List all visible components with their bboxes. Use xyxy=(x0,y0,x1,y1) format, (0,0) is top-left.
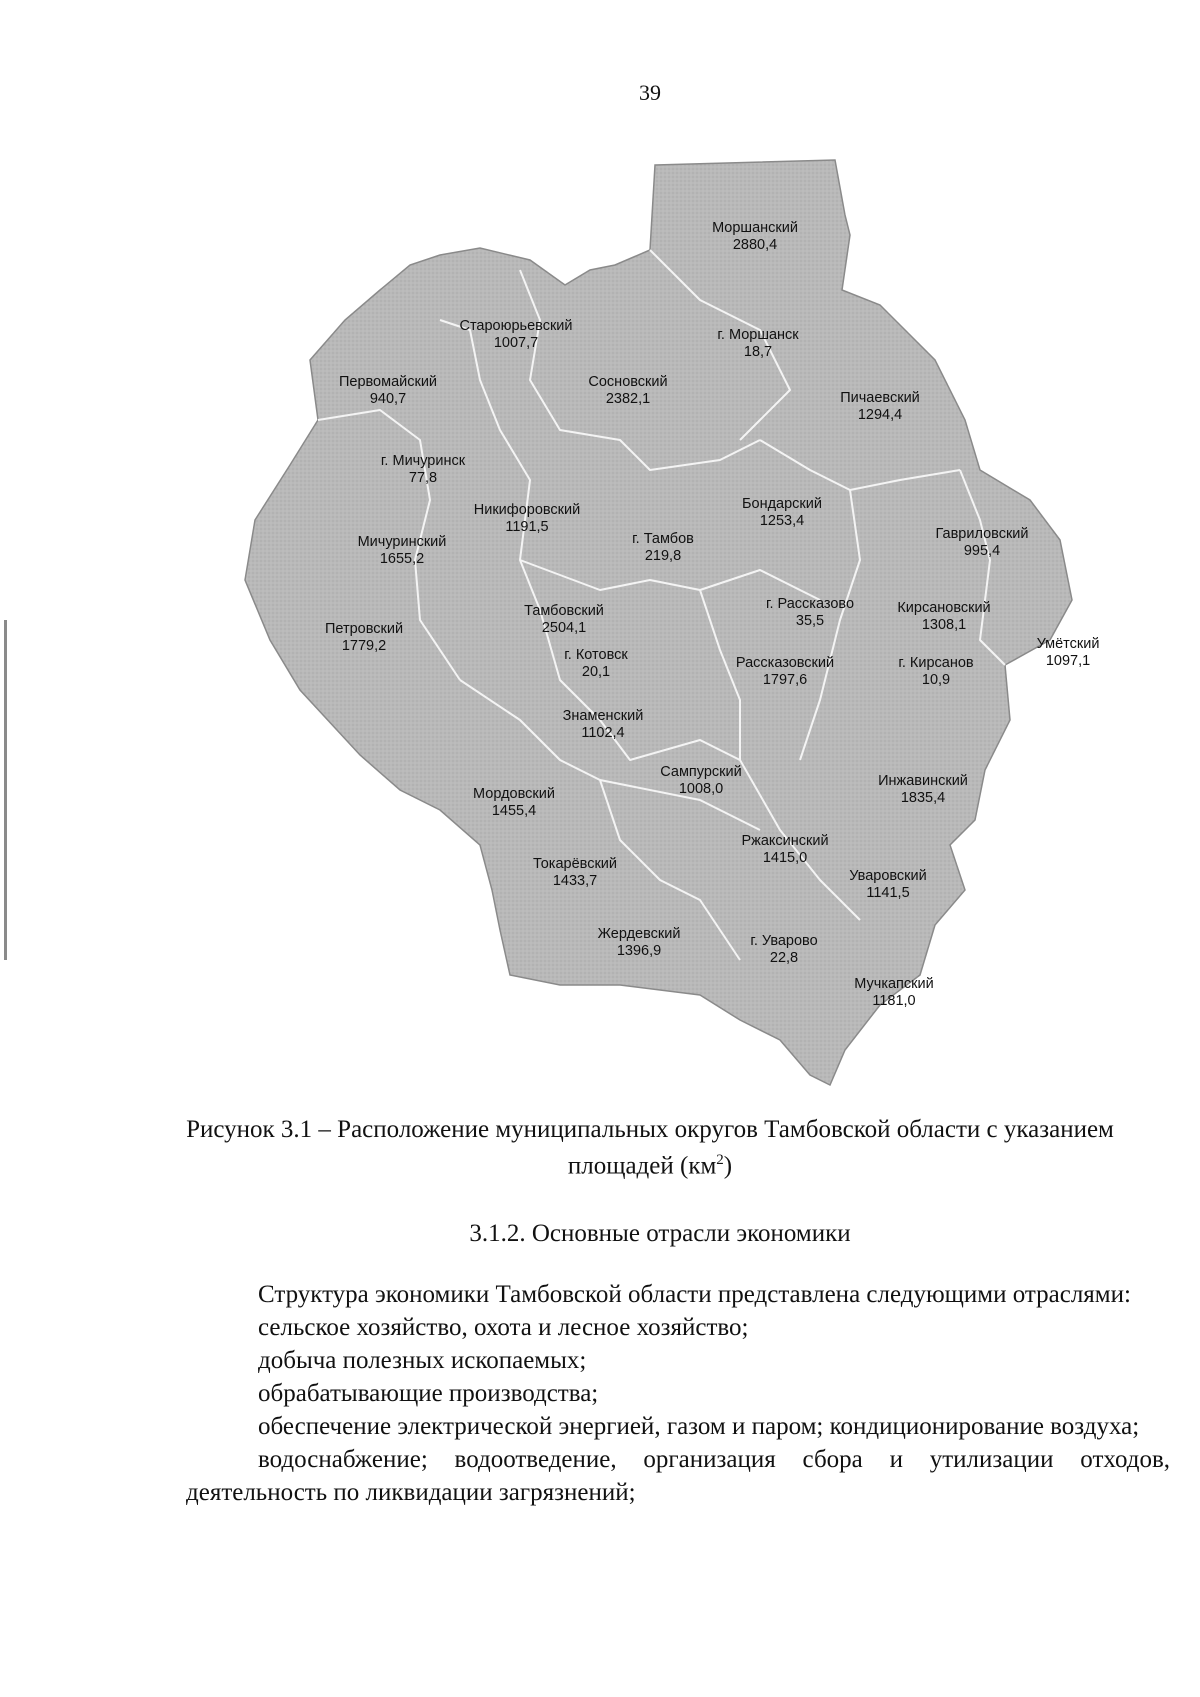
district-label: Никифоровский 1191,5 xyxy=(473,502,581,535)
district-label: Рассказовский 1797,6 xyxy=(735,655,835,688)
district-label: Пичаевский 1294,4 xyxy=(840,390,920,423)
list-item: водоснабжение; водоотведение, организация сбора и утилизации отходов, деятельность по ликвидации загрязнений; xyxy=(186,1446,1170,1506)
district-label: Сампурский 1008,0 xyxy=(660,764,742,797)
district-label: Умётский 1097,1 xyxy=(1036,636,1100,669)
district-label: Жердевский 1396,9 xyxy=(597,926,681,959)
district-label: Гавриловский 995,4 xyxy=(935,526,1029,559)
district-label: г. Котовск 20,1 xyxy=(564,647,628,680)
caption-close: ) xyxy=(723,1152,733,1180)
figure-caption xyxy=(140,1115,1160,1181)
caption-text: Рисунок 3.1 – Расположение муниципальных округов Тамбовской области с указанием площадей (км xyxy=(186,1116,1114,1180)
caption-superscript: 2 xyxy=(716,1152,724,1168)
list-item: обрабатывающие производства; xyxy=(258,1380,599,1407)
district-label: Староюрьевский 1007,7 xyxy=(459,318,573,351)
district-label: Бондарский 1253,4 xyxy=(742,496,822,529)
district-label: Тамбовский 2504,1 xyxy=(524,603,604,636)
district-label: Мучкапский 1181,0 xyxy=(854,976,934,1009)
list-item: сельское хозяйство, охота и лесное хозяйство; xyxy=(258,1314,749,1341)
district-label: г. Кирсанов 10,9 xyxy=(898,655,974,688)
district-label: Токарёвский 1433,7 xyxy=(533,856,617,889)
district-label: Сосновский 2382,1 xyxy=(588,374,668,407)
district-label: г. Мичуринск 77,8 xyxy=(380,453,466,486)
district-label: г. Тамбов 219,8 xyxy=(632,531,694,564)
section-heading: 3.1.2. Основные отрасли экономики xyxy=(469,1220,851,1247)
page-number: 39 xyxy=(639,80,661,105)
list-item: добыча полезных ископаемых; xyxy=(258,1347,587,1374)
district-label: Кирсановский 1308,1 xyxy=(897,600,991,633)
list-item: обеспечение электрической энергией, газом и паром; кондиционирование воздуха; xyxy=(258,1413,1140,1440)
district-label: Моршанский 2880,4 xyxy=(712,220,798,253)
district-label: Знаменский 1102,4 xyxy=(562,708,644,741)
district-label: Уваровский 1141,5 xyxy=(849,868,927,901)
district-label: Мордовский 1455,4 xyxy=(473,786,555,819)
district-label: г. Моршанск 18,7 xyxy=(717,327,799,360)
district-label: г. Уварово 22,8 xyxy=(750,933,818,966)
district-label: Первомайский 940,7 xyxy=(338,374,438,407)
body-text xyxy=(186,1278,1170,1509)
district-label: Ржаксинский 1415,0 xyxy=(741,833,829,866)
district-label: г. Рассказово 35,5 xyxy=(765,596,855,629)
district-label: Инжавинский 1835,4 xyxy=(878,773,968,806)
intro-paragraph: Структура экономики Тамбовской области представлена следующими отраслями: xyxy=(258,1281,1131,1308)
district-label: Петровский 1779,2 xyxy=(324,621,404,654)
district-label: Мичуринский 1655,2 xyxy=(357,534,447,567)
